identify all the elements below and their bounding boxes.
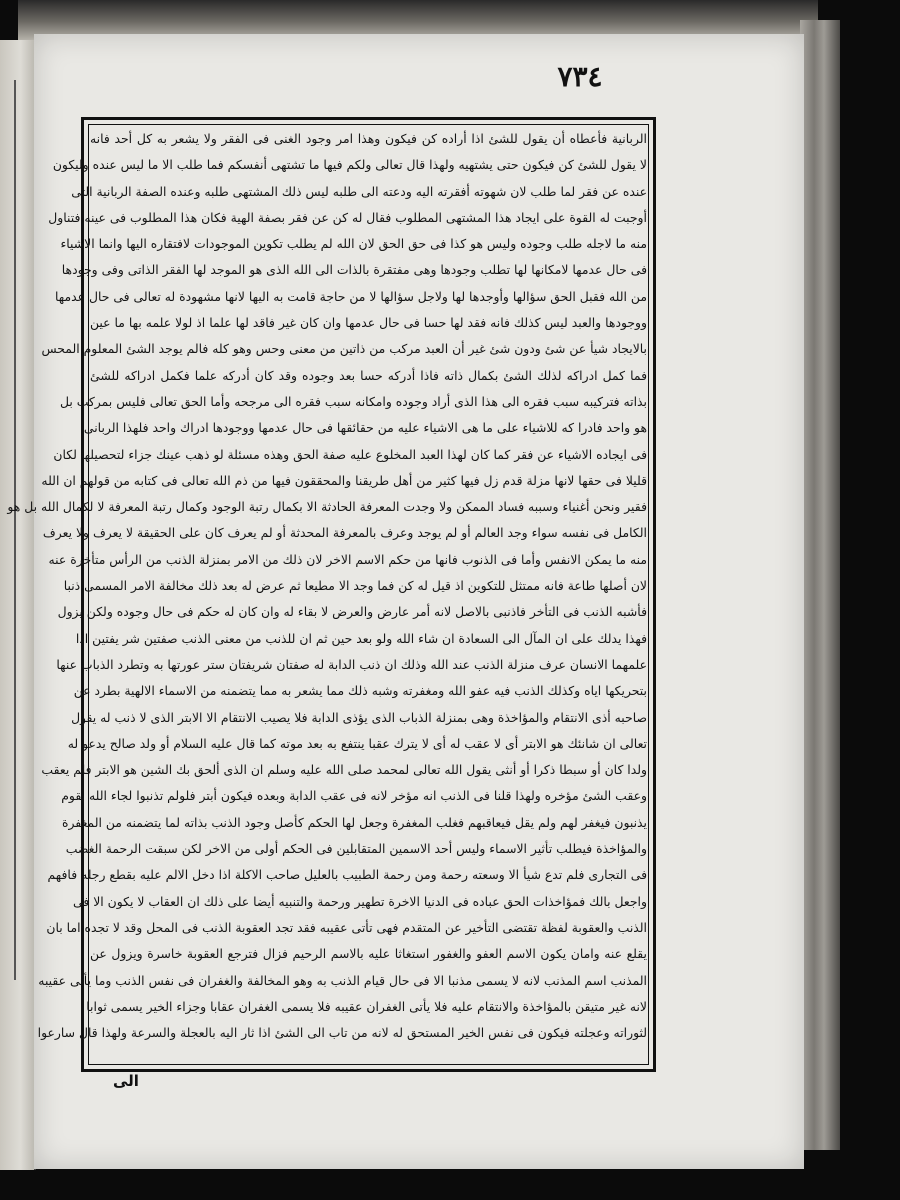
text-line: الربانية فأعطاه أن يقول للشئ اذا أراده كن فيكون وهذا امر وجود الغنى فى الفقر ولا يشعر به كل أحد فانه [90,131,647,146]
text-line: علمهما الانسان عرف منزلة الذنب عند الله وذلك ان ذنب الدابة له صفتان شريفتان ستر عورتها به وتطرد الذباب عنها [56,656,647,672]
text-line: الذنب والعقوبة لفظة تقتضى التأخير عن المتقدم فهى تأتى عقيبه فقد تجد العقوبة الذنب فى المحل وقد لا تجده اما بان [46,919,647,935]
text-line: هو واحد فادرا كه للاشياء على ما هى الاشياء عليه من حقائقها فى حال عدمها ووجودها ادراك واحد فلهذا الربانى [83,420,647,436]
text-line: منه ما يمكن الانفس وأما فى الذنوب فانها من حكم الاسم الاخر لان ذلك من الامر بمنزلة الذنب من الرأس متأخرة عنه [48,551,647,567]
text-line: لان أصلها طاعة فانه ممتثل للتكوين اذ قيل له كن فما وجد الا مطيعا ثم عرض له بعد ذلك مخالفة الامر المسمى ذنبا [63,578,647,594]
catchword: الى [113,1072,139,1090]
text-line: تعالى ان شانئك هو الابتر أى لا عقب له أى لا يترك عقبا ينتفع به بعد موته كما قال عليه السلام أو ولد صالح يدعو له [67,735,647,751]
page-number: ٧٣٤ [557,60,603,93]
previous-page-border-line [14,80,16,980]
text-line: فى التجارى فلم تدع شيأ الا وسعته رحمة ومن رحمة الطبيب بالعليل صاحب الاكلة اذا دخل الالم عليه بقطع رجله فافهم [47,867,647,883]
text-line: بذاته فتركيبه سبب فقره الى هذا الذى أراد وجوده وامكانه سبب فقره الى مرجحه وأما الحق تعالى فليس بمركب بل [59,393,647,409]
text-block [7,126,647,1063]
text-line: منه ما لاجله طلب وجوده وليس هو كذا فى حق الحق لان الله لم يطلب تكوين الموجودات لافتقاره اليها وانما الاشياء [60,236,647,252]
text-line: المذنب اسم المذنب لانه لا يسمى مذنبا الا فى حال قيام الذنب به وهو المخالفة والغفران فى نفس الذنب وما يأتى عقيبه [38,972,647,988]
text-line: فأشبه الذنب فى التأخر فاذنبى بالاصل لانه أمر عارض والعرض لا بقاء له وان كان له حكم فى حال وجوده ولكن يزول [57,604,647,620]
text-frame [7,117,656,1072]
text-line: الكامل فى نفسه سواء وجد العالم أو لم يوجد وعرف بالمعرفة المحدثة أو لم يعرف كان على الحقيقة لا يعرف ولا يعرف [42,525,647,541]
text-line: قليلا فى حقها لانها مزلة قدم زل فيها كثير من أهل طريقنا والمحققون فيها من ذم الله تعالى فى كتابه من قولهم ان الله [41,472,647,488]
text-line: ولدا كان أو سبطا ذكرا أو أنثى يقول الله تعالى لمحمد صلى الله عليه وسلم ان الذى ألحق بك الشين هو الابتر فلم يعقب [41,762,647,778]
text-line: يذنبون فيغفر لهم ولم يقل فيعاقبهم فغلب المغفرة وجعل لها الحكم كأصل وجود الذنب بذاته لما يتضمنه من المغفرة [61,814,647,830]
text-line: فى حال عدمها لامكانها لها تطلب وجودها وهى مفتقرة بالذات الى الله الذى هو الموجد لها الفقر الذاتى وفى وجودها [61,262,647,278]
text-line: فما كمل ادراكه لذلك الشئ بكمال ذاته فاذا أدركه حسا بعد وجوده وقد كان أدركه علما فكمل ادراكه للشئ [90,367,647,383]
text-line: ووجودها والعبد ليس كذلك فانه فقد لها حسا فى حال عدمها وان كان غير فاقد لها علما اذ لولا علمه بها ما عين [90,315,647,331]
previous-page-edge [0,40,36,1170]
page-stack-right [800,20,840,1150]
text-line: بتحريكها اياه وكذلك الذنب فيه عفو الله ومغفرته وشبه ذلك مما يشعر به مما يتضمنه من الاسماء الالهية بطرد عن [73,683,647,699]
text-line: فى ايجاده الاشياء عن فقر كما كان لهذا العبد المخلوع عليه صفة الحق وهذه مسئلة لو ذهب عينك جزاء لتحصيلها لكان [53,446,647,462]
text-line: لانه غير متيقن بالمؤاخذة والانتقام عليه فلا يأتى الغفران عقيبه فلا يسمى الغفران عقابا وجزاء الخير يسمى ثوابا [86,998,647,1014]
text-line: فقير ونحن أغنياء وسببه فساد الممكن ولا وجدت المعرفة الحادثة الا بكمال رتبة الوجود وكمال رتبة المعرفة لا لكمال الله بل هو [7,499,647,515]
text-line: فهذا يدلك على ان المآل الى السعادة ان شاء الله ولو بعد حين ثم ان للذنب من معنى الذنب صفتين شر يفتين اذا [75,630,647,646]
text-line: لثوراته وعجلته فيكون فى نفس الخير المستحق له لانه من تاب الى الشئ اذا ثار اليه بالعجلة والسرعة ولهذا قال سارعوا [37,1025,647,1041]
text-line: والمؤاخذة فيطلب تأثير الاسماء وليس أحد الاسمين المتقابلين فى الحكم أولى من الاخر لكن سبقت الرحمة الغضب [65,841,647,857]
text-line: لا يقول للشئ كن فيكون حتى يشتهيه ولهذا قال تعالى ولكم فيها ما تشتهى أنفسكم فما طلب الا ما ليس عنده وليكون [52,157,647,173]
text-line: يقلع عنه وامان يكون الاسم العفو والغفور استغاثا عليه بالاسم الرحيم فزال فترجع العقوبة خاسرة ويزول عن [90,946,647,962]
text-line: صاحبه أذى الانتقام والمؤاخذة وهى بمنزلة الذباب الذى يؤذى الدابة فلا يصيب الانتقام الا الابتر الذى لا ذنب له يقول [71,709,647,725]
text-line: من الله فقبل الحق سؤالها وأوجدها لها ولاجل سؤالها لا من حاجة قامت به اليها لانها مشهودة له تعالى فى حال عدمها [55,288,647,304]
text-line: أوجبت له القوة على ايجاد هذا المشتهى المطلوب فقال له كن عن فقر بصفة الهية فكان هذا المطلوب فى عينه فتناول [48,209,647,225]
text-line: وعقب الشئ مؤخره ولهذا قلنا فى الذنب انه مؤخر لانه فى عقب الدابة وبعده فيكون أبتر فلولم تذنبوا لجاء الله بقوم [61,788,647,804]
text-line: واجعل بالك فمؤاخذات الحق عباده فى الدنيا الاخرة تطهير ورحمة والتنبيه أيضا على ذلك ان العقاب لا يكون الا فى [73,893,647,909]
text-line: عنده عن فقر لما طلب لان شهوته أفقرته اليه ودعته الى طلبه ليس ذلك المشتهى طلبه وعنده الصفة الربانية التى [71,183,647,199]
text-line: بالايجاد شيأ عن شئ ودون شئ غير أن العبد مركب من ذاتين من معنى وحس وهو كله فالم يوجد الشئ المعلوم المحس [41,341,647,357]
